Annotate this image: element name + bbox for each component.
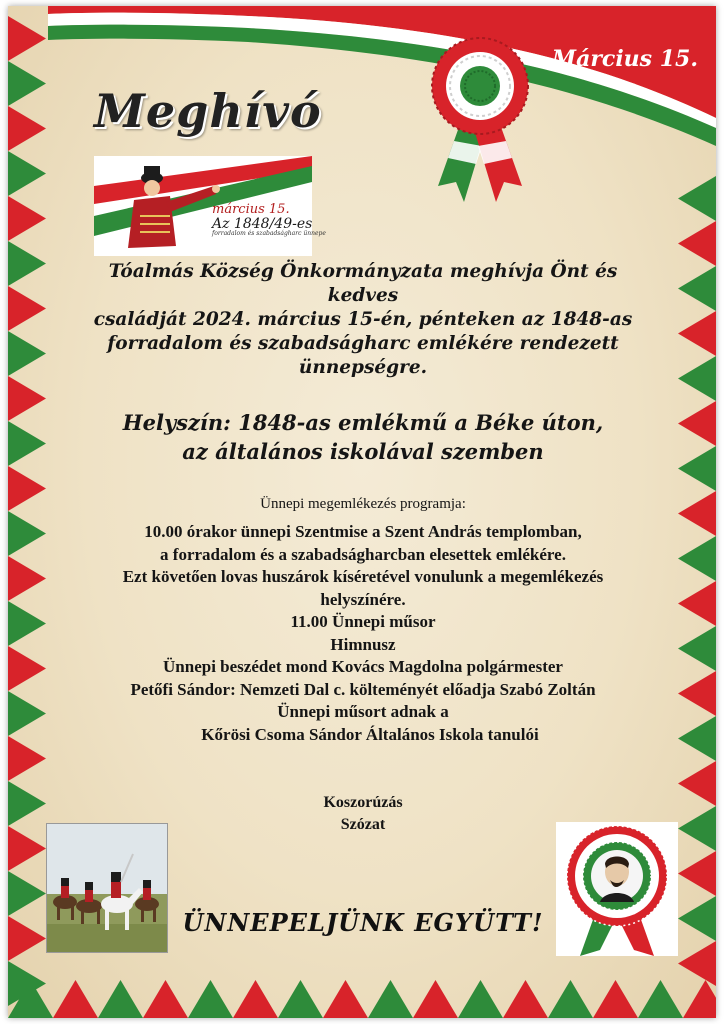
banner-caption (212, 203, 326, 238)
banner-subtitle: forradalom és szabadságharc ünnepe (212, 230, 326, 238)
border-triangle (678, 806, 716, 851)
border-triangle (678, 716, 716, 761)
border-triangle (368, 980, 413, 1018)
program-item: 11.00 Ünnepi műsor (290, 612, 436, 631)
border-triangle (678, 401, 716, 446)
border-triangle (8, 871, 46, 916)
venue-text (78, 408, 648, 466)
border-triangle (8, 196, 46, 241)
program-item: helyszínére. (320, 589, 406, 609)
border-triangle (8, 601, 46, 646)
border-triangle (8, 466, 46, 511)
border-triangle (678, 356, 716, 401)
border-triangle (8, 916, 46, 961)
banner-years: Az 1848/49-es (212, 215, 313, 232)
border-triangle (98, 980, 143, 1018)
closing-item: Koszorúzás (323, 794, 403, 811)
border-triangle (8, 151, 46, 196)
border-triangle (678, 491, 716, 536)
border-triangle (503, 980, 548, 1018)
border-triangle (678, 851, 716, 896)
program-item: Himnusz (330, 634, 396, 654)
petofi-portrait-rosette (556, 822, 678, 956)
intro-line: Tóalmás Község Önkormányzata meghívja Önt és kedves (108, 261, 618, 306)
program-list (68, 521, 658, 746)
border-triangle (548, 980, 593, 1018)
program-item: Petőfi Sándor: Nemzeti Dal c. költeményét előadja Szabó Zoltán (130, 679, 596, 699)
program-item: Kőrösi Csoma Sándor Általános Iskola tanulói (201, 724, 539, 744)
intro-line: forradalom és szabadságharc emlékére rendezett (107, 333, 619, 354)
border-triangle (678, 221, 716, 266)
border-triangle (678, 446, 716, 491)
program-item: Ünnepi műsort adnak a (277, 702, 449, 721)
border-triangle (8, 286, 46, 331)
border-triangle (8, 980, 53, 1018)
border-triangle (53, 980, 98, 1018)
border-triangle (188, 980, 233, 1018)
right-triangle-border (672, 176, 716, 1006)
border-triangle (678, 266, 716, 311)
border-triangle (678, 536, 716, 581)
border-triangle (8, 646, 46, 691)
border-triangle (8, 421, 46, 466)
program-item: a forradalom és a szabadságharcban elesettek emlékére. (160, 544, 566, 564)
intro-text (78, 260, 648, 380)
slogan-text: ÜNNEPELJÜNK EGYÜTT! (182, 908, 544, 937)
bottom-triangle-border (8, 974, 716, 1018)
border-triangle (8, 556, 46, 601)
hussar-cavalry-photo (46, 823, 168, 953)
intro-line: családját 2024. március 15-én, pénteken az 1848-as (93, 309, 633, 330)
closing-item: Szózat (340, 816, 386, 833)
border-triangle (638, 980, 683, 1018)
border-triangle (8, 331, 46, 376)
border-triangle (8, 736, 46, 781)
border-triangle (8, 691, 46, 736)
date-label: Március 15. (551, 46, 698, 72)
program-title: Ünnepi megemlékezés programja: (260, 496, 466, 512)
border-triangle (8, 511, 46, 556)
border-triangle (678, 896, 716, 941)
venue-line-2: az általános iskolával szemben (182, 439, 544, 464)
program-item: Ezt követően lovas huszárok kíséretével vonulunk a megemlékezés (122, 567, 604, 586)
invitation-title-logo: Meghívó (94, 84, 322, 138)
border-triangle (323, 980, 368, 1018)
border-triangle (143, 980, 188, 1018)
border-triangle (8, 241, 46, 286)
venue-line-1: Helyszín: 1848-as emlékmű a Béke úton, (122, 410, 604, 435)
border-triangle (678, 671, 716, 716)
intro-line: ünnepségre. (298, 357, 428, 378)
border-triangle (8, 826, 46, 871)
border-triangle (413, 980, 458, 1018)
border-triangle (278, 980, 323, 1018)
border-triangle (678, 176, 716, 221)
border-triangle (678, 761, 716, 806)
banner-date: március 15. (212, 202, 290, 217)
border-triangle (8, 16, 46, 61)
program-item: 10.00 órakor ünnepi Szentmise a Szent András templomban, (144, 522, 582, 541)
border-triangle (233, 980, 278, 1018)
border-triangle (458, 980, 503, 1018)
border-triangle (8, 106, 46, 151)
cockade-rosette (420, 36, 550, 226)
border-triangle (8, 781, 46, 826)
border-triangle (683, 980, 716, 1018)
border-triangle (8, 61, 46, 106)
border-triangle (678, 626, 716, 671)
border-triangle (593, 980, 638, 1018)
border-triangle (678, 581, 716, 626)
border-triangle (8, 376, 46, 421)
invitation-page (8, 6, 716, 1018)
program-item: Ünnepi beszédet mond Kovács Magdolna polgármester (163, 657, 563, 676)
border-triangle (678, 311, 716, 356)
